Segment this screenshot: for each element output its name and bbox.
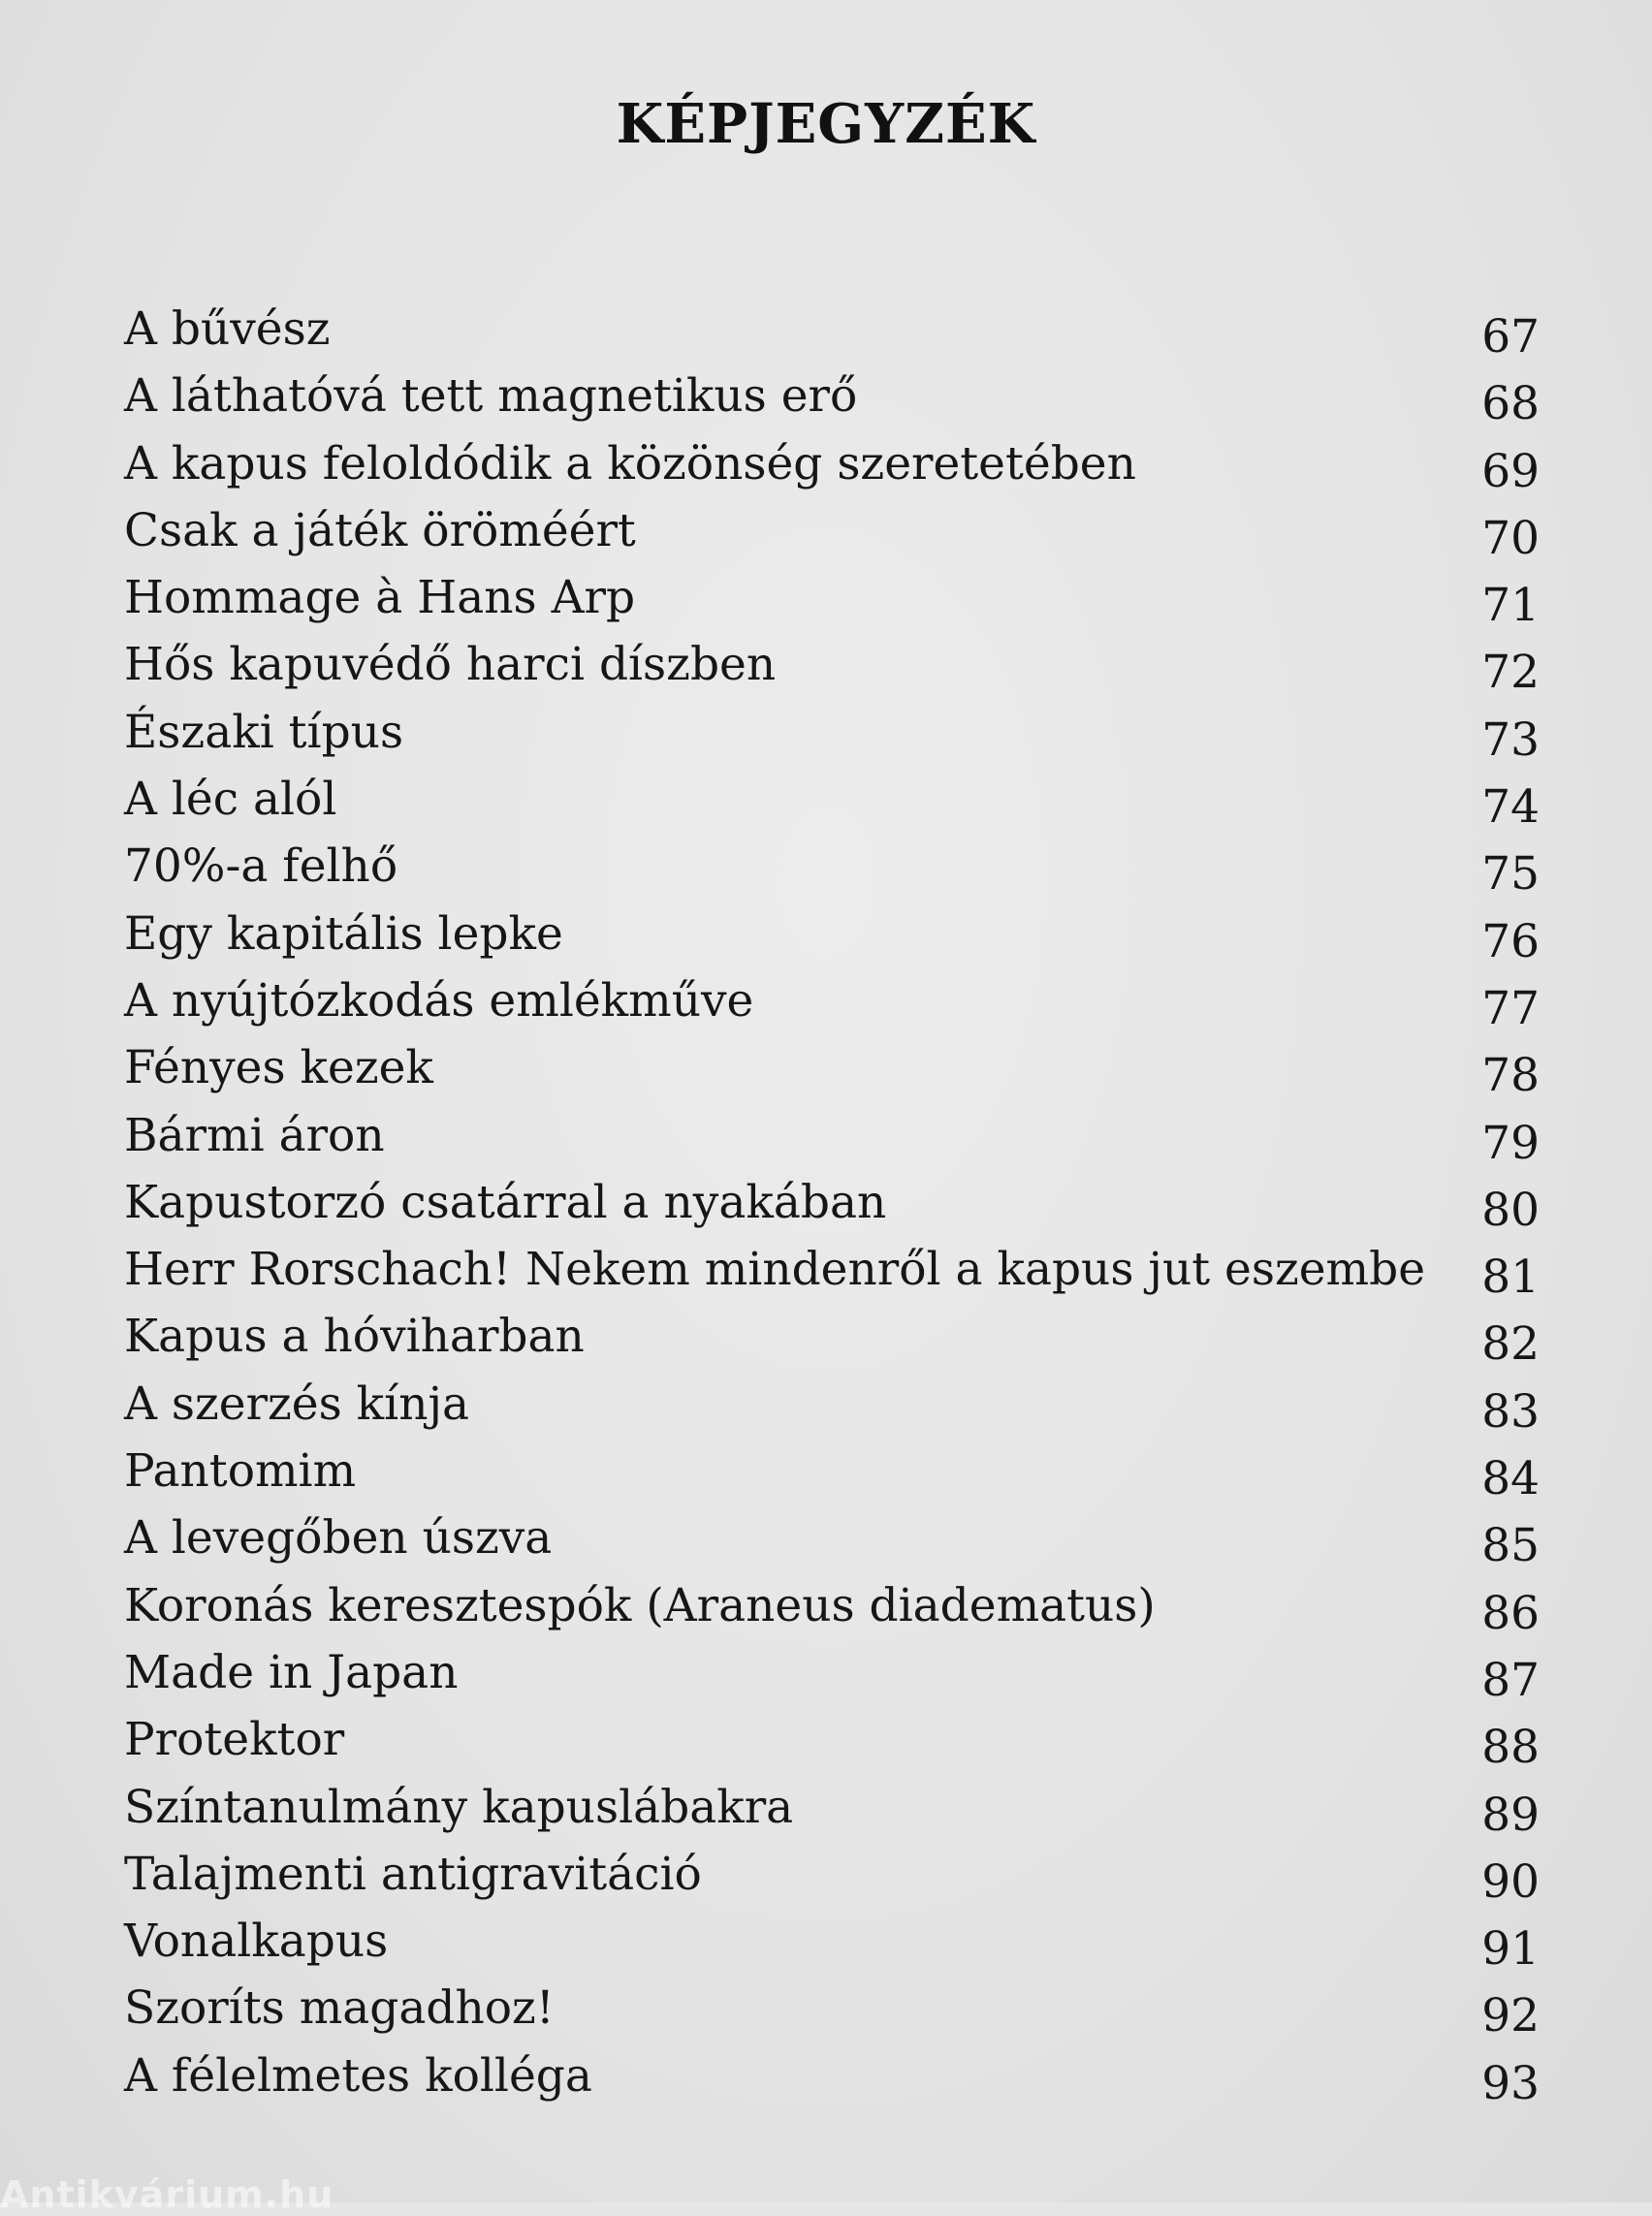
list-item (124, 1241, 1540, 1308)
watermark: Antikvárium.hu (0, 2173, 334, 2216)
list-item (124, 1711, 1540, 1778)
entry-title: A levegőben úszva (124, 1511, 553, 1566)
entry-title: Made in Japan (124, 1645, 459, 1699)
list-item (124, 502, 1540, 569)
entry-title: A kapus feloldódik a közönség szeretetében (124, 436, 1136, 491)
entry-title: Vonalkapus (124, 1915, 389, 1969)
entry-page-number: 68 (1481, 377, 1540, 431)
entry-title: Csak a játék öröméért (124, 503, 636, 557)
list-item (124, 771, 1540, 838)
entry-title: Kapustorzó csatárral a nyakában (124, 1175, 887, 1229)
entry-title: Északi típus (124, 705, 404, 759)
list-item (124, 1308, 1540, 1375)
entry-page-number: 75 (1481, 847, 1540, 902)
entry-page-number: 76 (1481, 914, 1540, 968)
list-item (124, 1846, 1540, 1913)
list-item (124, 1376, 1540, 1442)
entry-title: 70%-a felhő (124, 839, 398, 894)
list-item (124, 704, 1540, 771)
list-item (124, 1509, 1540, 1576)
list-item (124, 838, 1540, 904)
list-item (124, 636, 1540, 703)
list-item (124, 301, 1540, 367)
entry-title: A bűvész (124, 302, 331, 356)
list-item (124, 1442, 1540, 1509)
entry-page-number: 85 (1481, 1519, 1540, 1573)
list-item (124, 1979, 1540, 2046)
entry-page-number: 91 (1481, 1922, 1540, 1977)
entry-title: A nyújtózkodás emlékműve (124, 973, 754, 1028)
entry-page-number: 89 (1481, 1788, 1540, 1842)
list-item (124, 435, 1540, 502)
list-item (124, 972, 1540, 1039)
entry-title: Pantomim (124, 1444, 357, 1499)
entry-page-number: 93 (1481, 2056, 1540, 2110)
list-item (124, 2047, 1540, 2114)
entry-page-number: 80 (1481, 1183, 1540, 1237)
entry-page-number: 87 (1481, 1653, 1540, 1707)
entry-title: Talajmenti antigravitáció (124, 1847, 702, 1901)
entry-page-number: 73 (1481, 712, 1540, 767)
entry-title: Hommage à Hans Arp (124, 571, 636, 625)
list-item (124, 1577, 1540, 1644)
entry-page-number: 74 (1481, 780, 1540, 835)
entry-page-number: 79 (1481, 1116, 1540, 1170)
entry-title: Herr Rorschach! Nekem mindenről a kapus jut eszembe (124, 1243, 1426, 1297)
entry-title: Fényes kezek (124, 1041, 433, 1095)
entry-title: Szoríts magadhoz! (124, 1981, 555, 2036)
list-item (124, 905, 1540, 972)
entry-title: Bármi áron (124, 1108, 385, 1162)
entry-page-number: 77 (1481, 981, 1540, 1035)
entry-title: Hős kapuvédő harci díszben (124, 638, 777, 692)
entry-page-number: 72 (1481, 646, 1540, 700)
list-item (124, 569, 1540, 636)
entry-page-number: 86 (1481, 1586, 1540, 1640)
entry-page-number: 88 (1481, 1721, 1540, 1775)
page-title: KÉPJEGYZÉK (616, 92, 1036, 156)
list-item (124, 367, 1540, 434)
entry-page-number: 90 (1481, 1854, 1540, 1909)
entry-page-number: 78 (1481, 1049, 1540, 1103)
entry-page-number: 82 (1481, 1317, 1540, 1372)
entry-page-number: 71 (1481, 579, 1540, 633)
list-item (124, 1174, 1540, 1241)
entry-page-number: 70 (1481, 511, 1540, 565)
entry-page-number: 92 (1481, 1989, 1540, 2043)
entry-title: Protektor (124, 1713, 345, 1767)
list-item (124, 1644, 1540, 1711)
list-item (124, 1107, 1540, 1174)
list-item (124, 1039, 1540, 1106)
entry-page-number: 67 (1481, 310, 1540, 364)
list-item (124, 1913, 1540, 1979)
entry-page-number: 83 (1481, 1384, 1540, 1439)
entry-title: A félelmetes kolléga (124, 2048, 592, 2103)
entry-title: Egy kapitális lepke (124, 906, 563, 961)
entry-page-number: 84 (1481, 1452, 1540, 1506)
entry-title: Színtanulmány kapuslábakra (124, 1780, 794, 1834)
entry-title: A léc alól (124, 773, 337, 827)
entry-page-number: 81 (1481, 1250, 1540, 1305)
entry-page-number: 69 (1481, 444, 1540, 498)
list-item (124, 1779, 1540, 1846)
entry-title: A láthatóvá tett magnetikus erő (124, 369, 858, 424)
entry-title: Kapus a hóviharban (124, 1310, 585, 1364)
entry-title: A szerzés kínja (124, 1377, 470, 1431)
entry-title: Koronás keresztespók (Araneus diadematus) (124, 1578, 1156, 1632)
picture-index-list (124, 301, 1540, 2114)
